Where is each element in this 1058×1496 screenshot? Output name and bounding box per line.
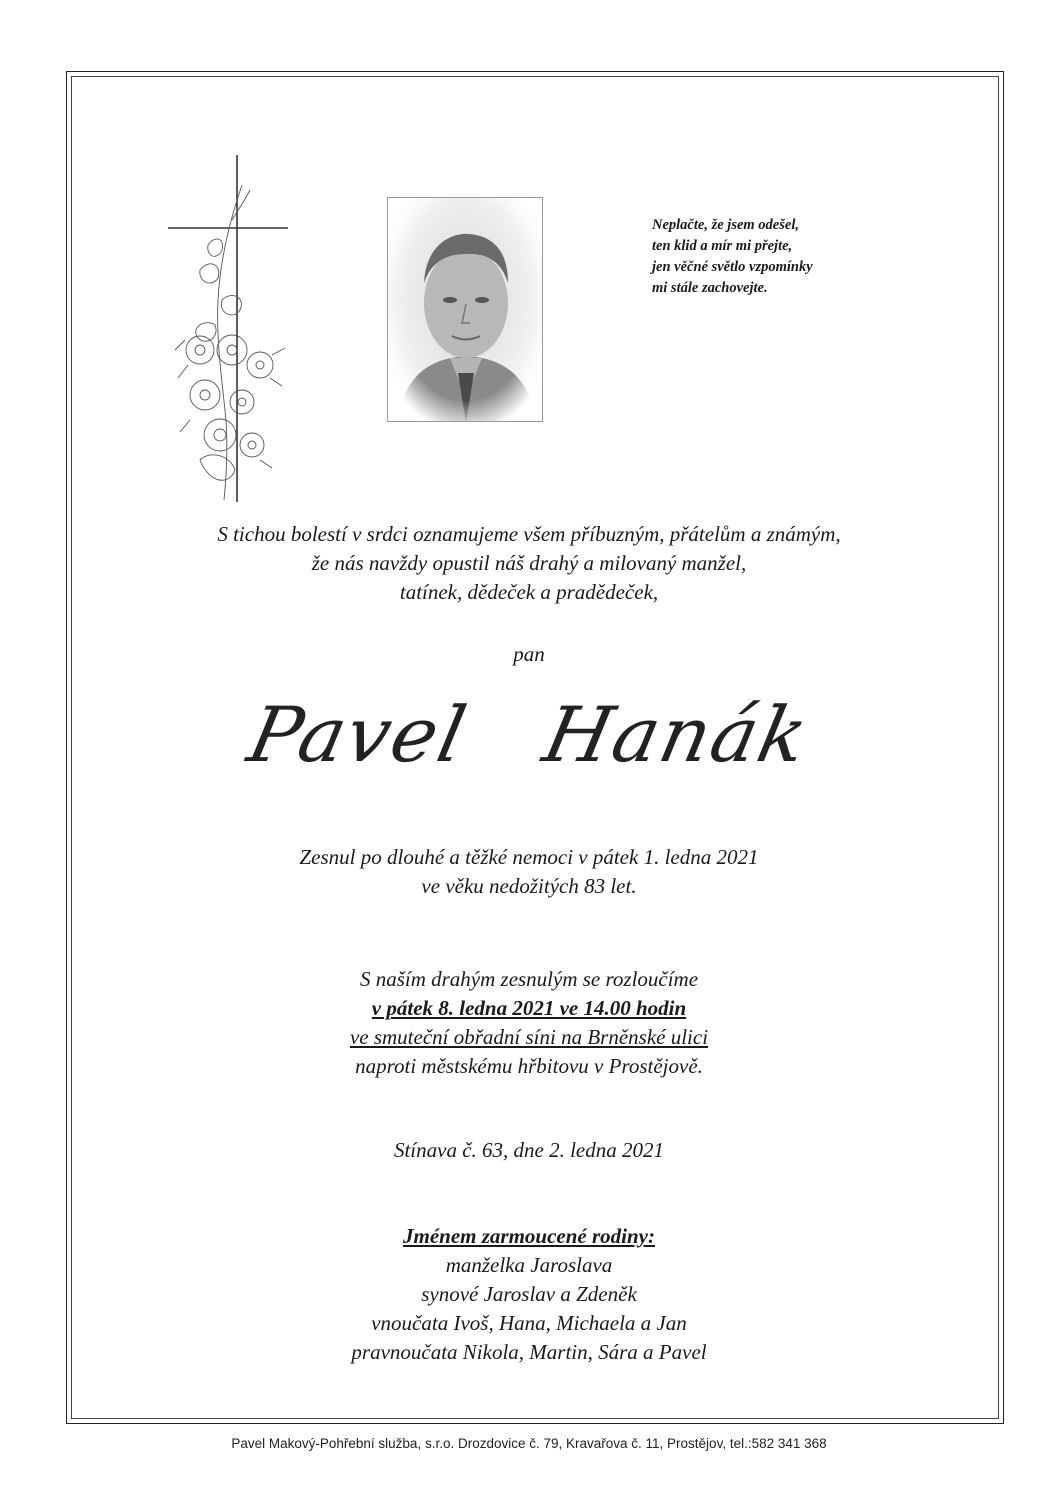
funeral-datetime: v pátek 8. ledna 2021 ve 14.00 hodin (371, 996, 687, 1020)
funeral-place: ve smuteční obřadní síni na Brněnské ulici (349, 1025, 709, 1049)
funeral-info (0, 965, 1058, 1081)
first-name: Pavel (240, 690, 476, 779)
verse-line: Neplačte, že jsem odešel, (652, 217, 799, 233)
family-member: synové Jaroslav a Zdeněk (421, 1282, 637, 1306)
dated: Stínava č. 63, dne 2. ledna 2021 (393, 1138, 665, 1162)
portrait-photo (387, 197, 543, 422)
death-info (0, 843, 1058, 901)
funeral-place-detail: naproti městskému hřbitovu v Prostějově. (355, 1054, 703, 1078)
funeral-intro: S naším drahým zesnulým se rozloučíme (359, 967, 699, 991)
verse (652, 215, 892, 299)
announcement-line: S tichou bolestí v srdci oznamujeme všem příbuzným, přátelům a známým, (217, 522, 841, 546)
family-member: vnoučata Ivoš, Hana, Michaela a Jan (371, 1311, 687, 1335)
announcement (0, 520, 1058, 607)
last-name: Hanák (536, 690, 818, 779)
announcement-line: tatínek, dědeček a pradědeček, (399, 580, 659, 604)
footer: Pavel Makový-Pohřební služba, s.r.o. Drozdovice č. 79, Kravařova č. 11, Prostějov, tel.:582 341 368 (231, 1436, 827, 1451)
family-member: pravnoučata Nikola, Martin, Sára a Pavel (351, 1340, 707, 1364)
deceased-name (0, 690, 1058, 779)
salutation: pan (513, 642, 545, 666)
family (0, 1222, 1058, 1367)
announcement-line: že nás navždy opustil náš drahý a milovaný manžel, (311, 551, 747, 575)
death-line: Zesnul po dlouhé a těžké nemoci v pátek 1. ledna 2021 (299, 845, 759, 869)
family-member: manželka Jaroslava (445, 1253, 613, 1277)
cross-with-flowers-icon (160, 150, 300, 510)
verse-line: ten klid a mír mi přejte, (652, 238, 793, 254)
verse-line: mi stále zachovejte. (652, 280, 768, 296)
death-line: ve věku nedožitých 83 let. (421, 874, 637, 898)
family-heading: Jménem zarmoucené rodiny: (403, 1224, 655, 1248)
verse-line: jen věčné světlo vzpomínky (652, 259, 813, 275)
